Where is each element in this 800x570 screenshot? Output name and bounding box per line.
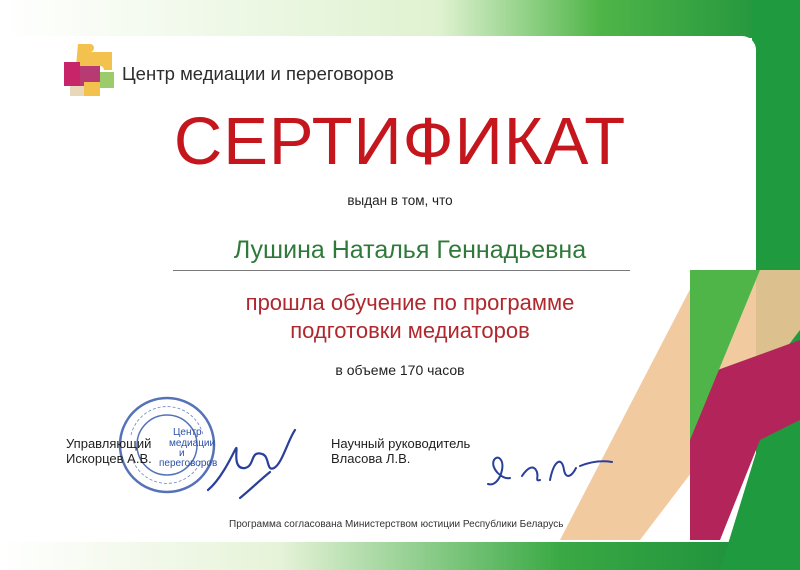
supervisor-signature [480, 440, 620, 500]
supervisor-role: Научный руководитель [331, 436, 471, 451]
manager-name: Искорцев А.В. [66, 451, 152, 466]
stamp-inner-line2: медиации [169, 438, 216, 449]
certificate-title: СЕРТИФИКАТ [173, 104, 627, 179]
stamp-inner-line1: Центр [173, 427, 202, 438]
manager-role: Управляющий [66, 436, 152, 451]
recipient-name: Лушина Наталья Геннадьевна [233, 236, 587, 264]
organization-name: Центр медиации и переговоров [122, 63, 394, 84]
course-line-1: прошла обучение по программе [245, 290, 575, 315]
manager-signature [200, 420, 310, 510]
course-line-2: подготовки медиаторов [290, 318, 530, 343]
footer-note: Программа согласована Министерством юстиции Республики Беларусь [229, 519, 564, 530]
course-volume: в объеме 170 часов [335, 362, 465, 378]
stamp-inner-line4: переговоров [159, 458, 217, 469]
puzzle-logo-icon [60, 42, 116, 98]
recipient-underline [173, 270, 630, 271]
supervisor-name: Власова Л.В. [331, 451, 411, 466]
stamp-inner-line3: и [179, 448, 185, 459]
issued-text: выдан в том, что [347, 193, 453, 208]
